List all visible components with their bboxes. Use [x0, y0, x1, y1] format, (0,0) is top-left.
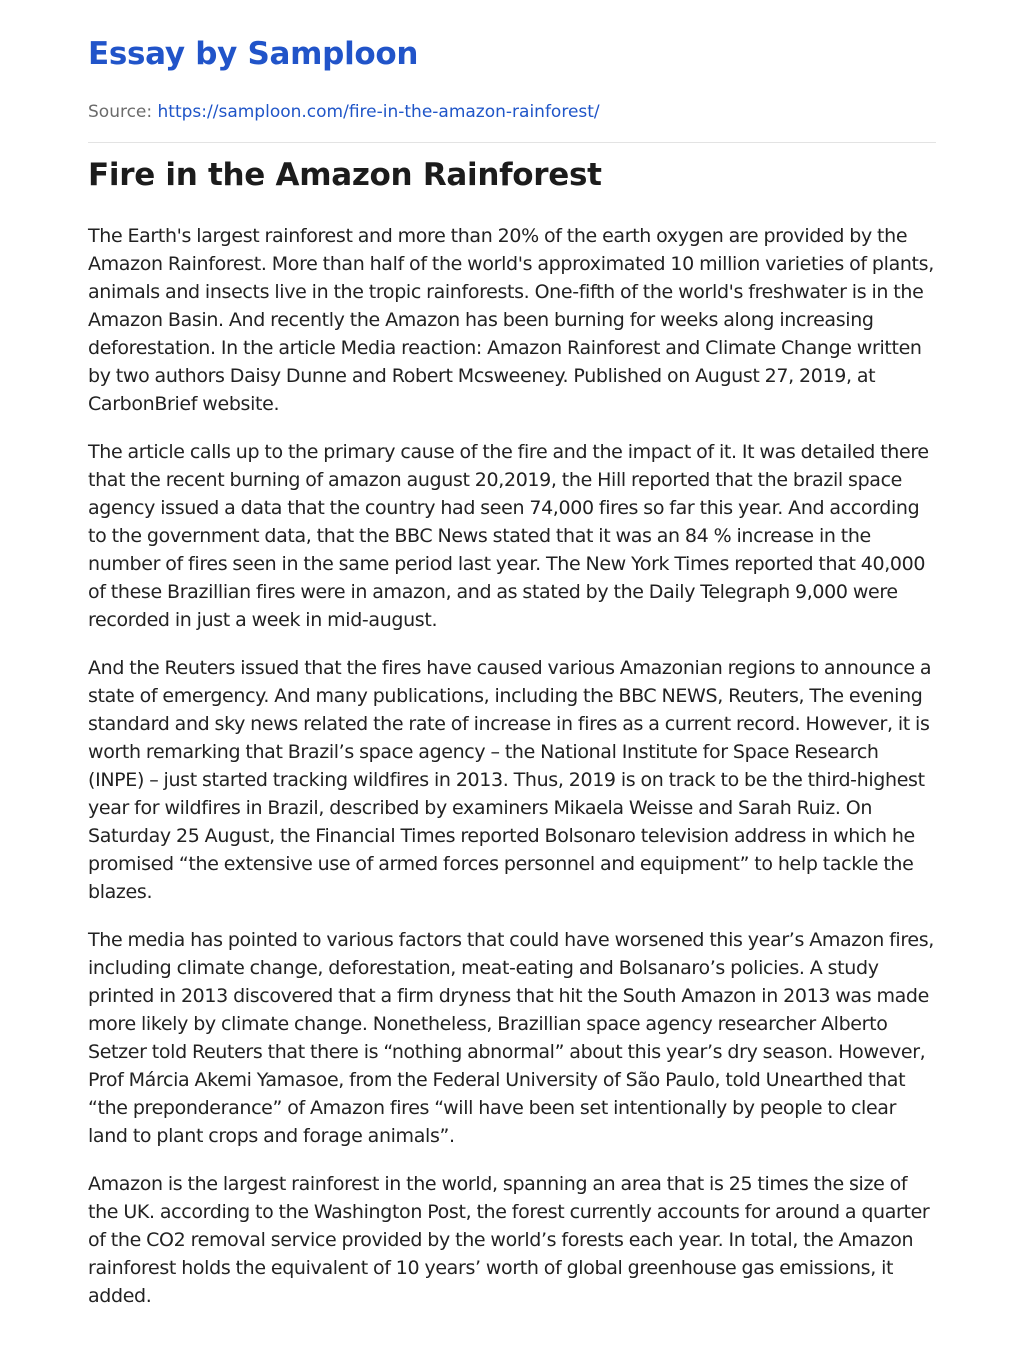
header-divider	[88, 142, 936, 143]
article-title: Fire in the Amazon Rainforest	[88, 157, 602, 193]
article-body	[88, 222, 938, 1330]
article-paragraph-3: And the Reuters issued that the fires have caused various Amazonian regions to announce a state of emergency. And many publications, including the BBC NEWS, Reuters, The evening standard and sky news related the rate of increase in fires as a current record. However, it is worth remarking that Brazil’s space agency – the National Institute for Space Research (INPE) – just started tracking wildfires in 2013. Thus, 2019 is on track to be the third-highest year for wildfires in Brazil, described by examiners Mikaela Weisse and Sarah Ruiz. On Saturday 25 August, the Financial Times reported Bolsonaro television address in which he promised “the extensive use of armed forces personnel and equipment” to help tackle the blazes.	[88, 657, 932, 903]
article-paragraph-5: Amazon is the largest rainforest in the world, spanning an area that is 25 times the size of the UK. according to the Washington Post, the forest currently accounts for around a quarter of the CO2 removal service provided by the world’s forests each year. In total, the Amazon rainforest holds the equivalent of 10 years’ worth of global greenhouse gas emissions, it added.	[88, 1173, 930, 1307]
article-paragraph-1: The Earth's largest rainforest and more than 20% of the earth oxygen are provided by the Amazon Rainforest. More than half of the world's approximated 10 million varieties of plants, animals and insects live in the tropic rainforests. One-fifth of the world's freshwater is in the Amazon Basin. And recently the Amazon has been burning for weeks along increasing deforestation. In the article Media reaction: Amazon Rainforest and Climate Change written by two authors Daisy Dunne and Robert Mcsweeney. Published on August 27, 2019, at CarbonBrief website.	[88, 225, 934, 415]
source-line	[88, 102, 600, 122]
article-paragraph-2: The article calls up to the primary cause of the fire and the impact of it. It was detailed there that the recent burning of amazon august 20,2019, the Hill reported that the brazil space agency issued a data that the country had seen 74,000 fires so far this year. And according to the government data, that the BBC News stated that it was an 84 % increase in the number of fires seen in the same period last year. The New York Times reported that 40,000 of these Brazillian fires were in amazon, and as stated by the Daily Telegraph 9,000 were recorded in just a week in mid-august.	[88, 441, 929, 631]
site-brand-title: Essay by Samploon	[88, 36, 419, 72]
article-paragraph-4: The media has pointed to various factors that could have worsened this year’s Amazon fires, including climate change, deforestation, meat-eating and Bolsanaro’s policies. A study printed in 2013 discovered that a firm dryness that hit the South Amazon in 2013 was made more likely by climate change. Nonetheless, Brazillian space agency researcher Alberto Setzer told Reuters that there is “nothing abnormal” about this year’s dry season. However, Prof Márcia Akemi Yamasoe, from the Federal University of São Paulo, told Unearthed that “the preponderance” of Amazon fires “will have been set intentionally by people to clear land to plant crops and forage animals”.	[88, 929, 934, 1147]
source-link[interactable]: https://samploon.com/fire-in-the-amazon-rainforest/	[157, 102, 600, 122]
source-label: Source:	[88, 102, 158, 122]
